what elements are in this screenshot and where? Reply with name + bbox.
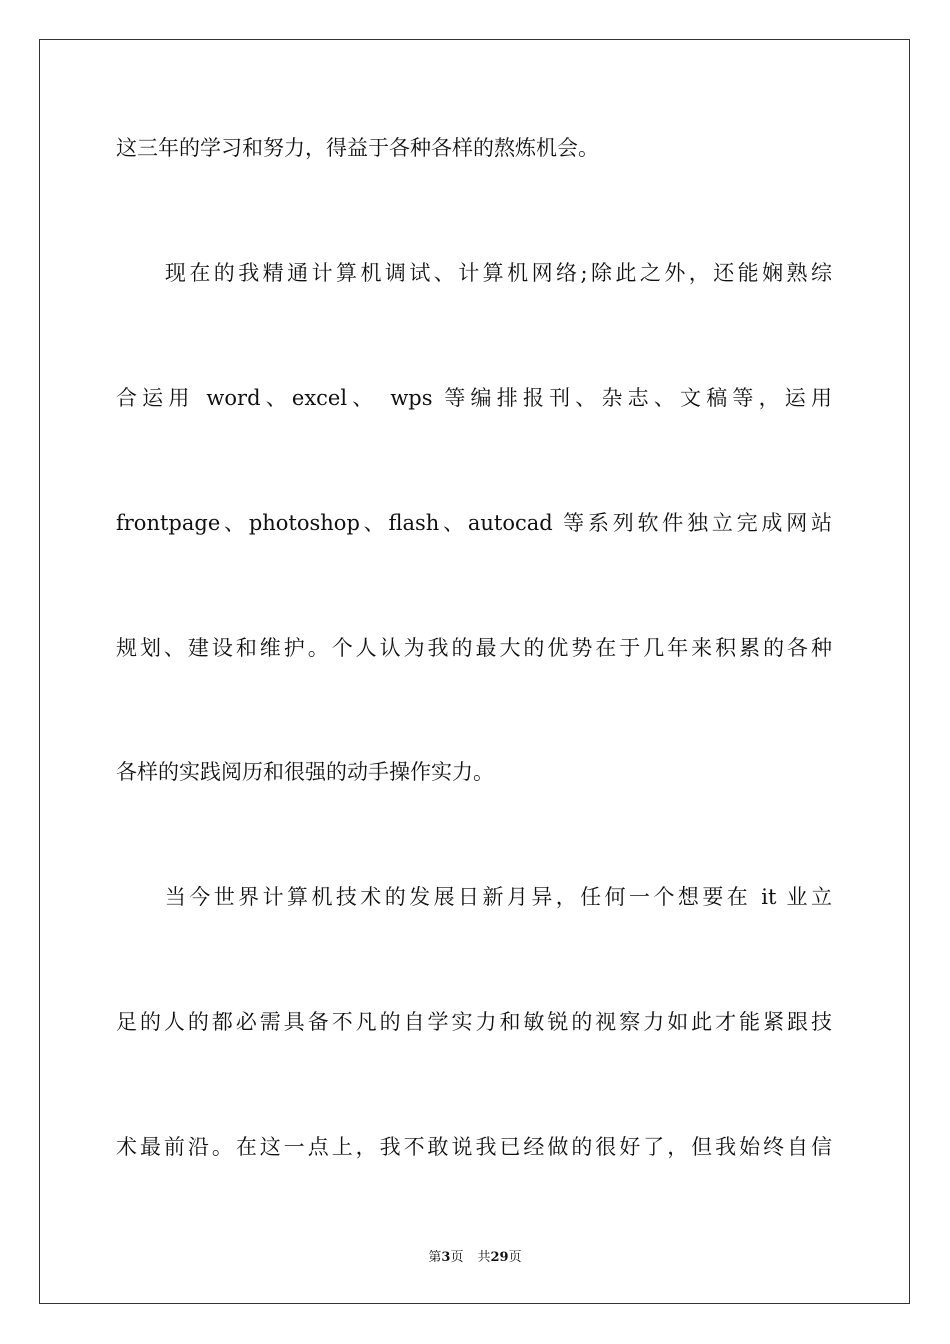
page-frame (39, 39, 910, 1304)
text-line-7: 当今世界计算机技术的发展日新月异，任何一个想要在 it 业立 (116, 885, 832, 909)
footer-page-prefix: 第 (428, 1250, 442, 1265)
text-line-6: 各样的实践阅历和很强的动手操作实力。 (116, 760, 494, 784)
footer-total-prefix: 共 (477, 1250, 491, 1265)
text-line-9: 术最前沿。在这一点上，我不敢说我已经做的很好了，但我始终自信 (116, 1135, 832, 1159)
footer-page-suffix: 页 (450, 1250, 464, 1265)
page-footer (0, 1246, 950, 1265)
text-line-2: 现在的我精通计算机调试、计算机网络;除此之外，还能娴熟综 (116, 261, 832, 285)
text-line-8: 足的人的都必需具备不凡的自学实力和敏锐的视察力如此才能紧跟技 (116, 1010, 832, 1034)
text-line-5: 规划、建设和维护。个人认为我的最大的优势在于几年来积累的各种 (116, 636, 832, 660)
footer-total-suffix: 页 (508, 1250, 522, 1265)
text-line-3: 合运用 word、excel、 wps 等编排报刊、杂志、文稿等，运用 (116, 386, 832, 410)
text-line-4: frontpage、photoshop、flash、autocad 等系列软件独立完成网站 (116, 511, 832, 535)
footer-page-number: 3 (441, 1250, 451, 1265)
text-line-1: 这三年的学习和努力，得益于各种各样的熬炼机会。 (116, 136, 599, 160)
footer-total-pages: 29 (490, 1250, 509, 1265)
